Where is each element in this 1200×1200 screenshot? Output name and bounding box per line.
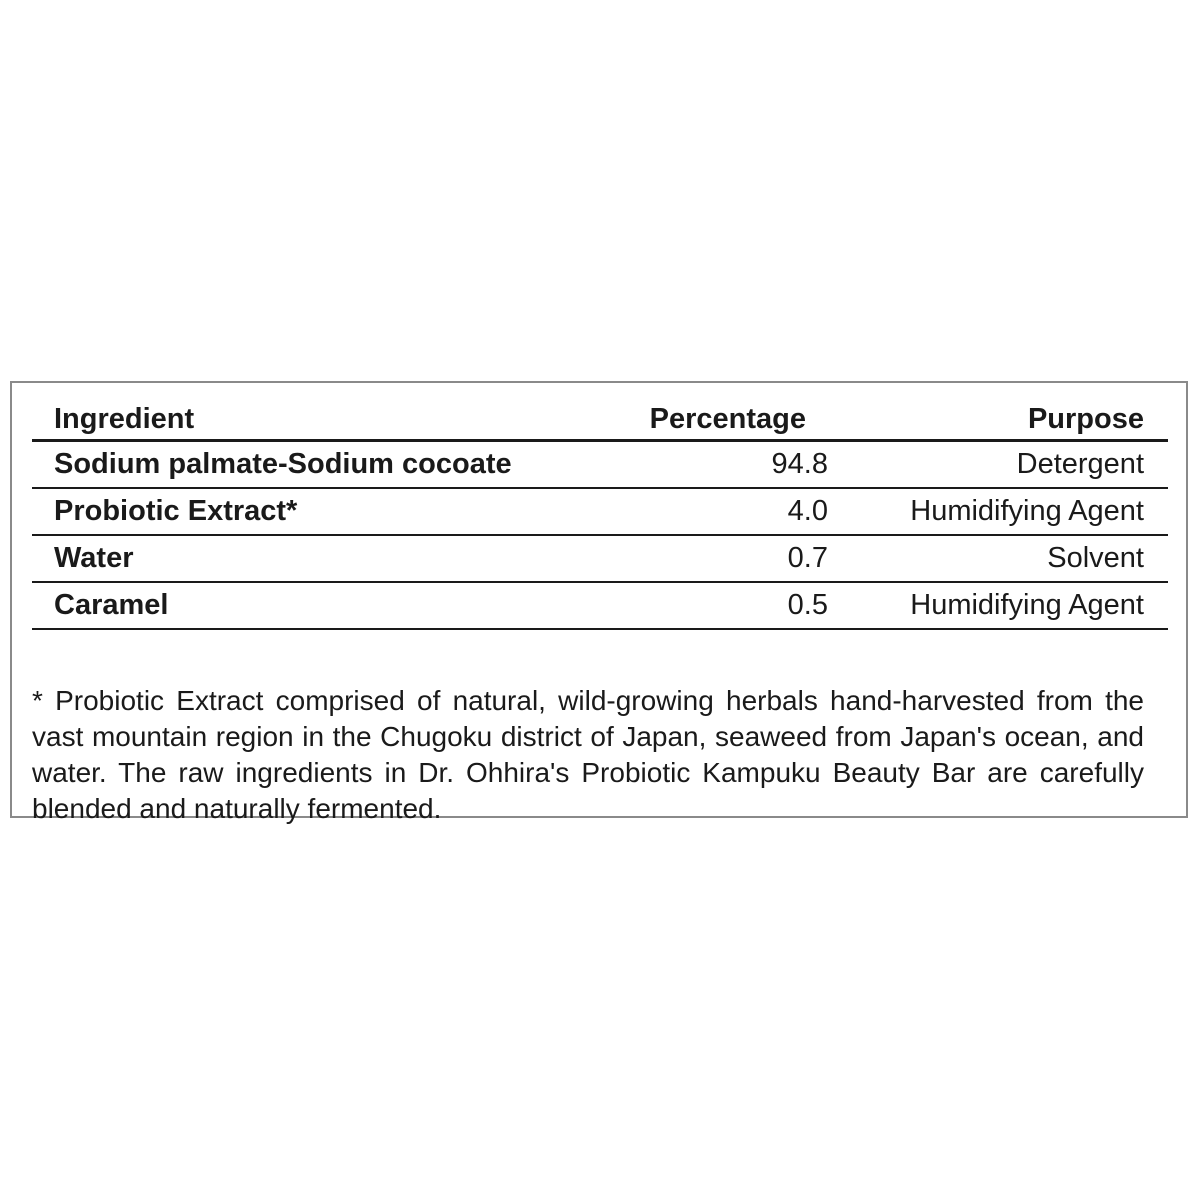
ingredient-name: Caramel (54, 589, 169, 621)
footnote-text: * Probiotic Extract comprised of natural, wild-growing herbals hand-harvested from the vast mountain region in the Chugoku district of Japan, seaweed from Japan's ocean, and water. The raw ingredients in Dr. Ohhira's Probiotic Kampuku Beauty Bar are carefully blended and naturally fermented. (32, 685, 1144, 824)
ingredient-name: Probiotic Extract* (54, 495, 298, 527)
table-row (32, 536, 1168, 583)
ingredients-table (32, 397, 1168, 630)
ingredient-percentage: 0.7 (787, 542, 828, 574)
table-row (32, 442, 1168, 489)
ingredient-purpose: Humidifying Agent (910, 495, 1144, 527)
header-percentage: Percentage (649, 403, 806, 435)
header-ingredient: Ingredient (54, 403, 195, 435)
table-row (32, 583, 1168, 630)
ingredient-name: Sodium palmate-Sodium cocoate (54, 448, 512, 480)
ingredient-percentage: 4.0 (787, 495, 828, 527)
header-purpose: Purpose (1027, 403, 1144, 435)
table-row (32, 489, 1168, 536)
ingredient-purpose: Humidifying Agent (910, 589, 1144, 621)
ingredient-percentage: 94.8 (771, 448, 828, 480)
ingredient-name: Water (54, 542, 134, 574)
ingredient-percentage: 0.5 (787, 589, 828, 621)
ingredients-panel (10, 381, 1188, 824)
table-header-row (32, 397, 1168, 442)
ingredient-purpose: Solvent (1047, 542, 1144, 574)
ingredient-purpose: Detergent (1016, 448, 1144, 480)
